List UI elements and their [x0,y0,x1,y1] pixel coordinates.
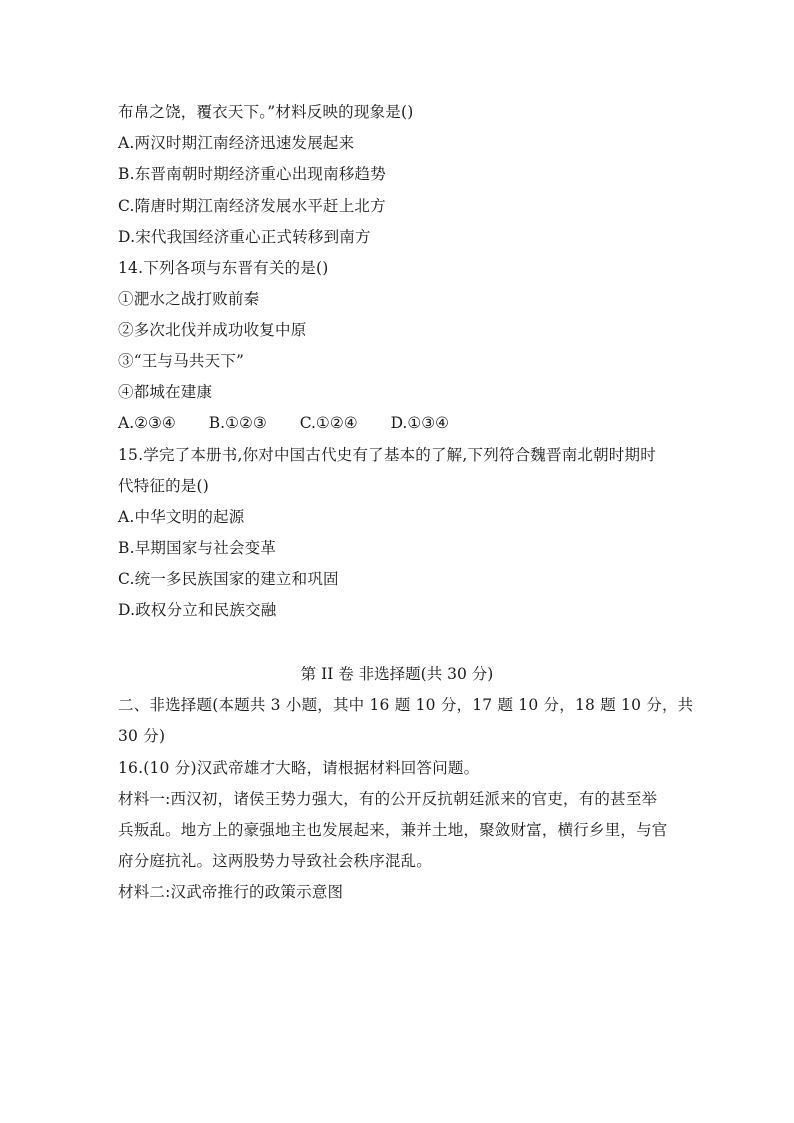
q14-option-c: C.①②④ [299,414,358,432]
part2-instructions-line-1: 二、非选择题(本题共 3 小题，其中 16 题 10 分，17 题 10 分，18 题 10 分，共 [118,696,694,714]
q13-option-b: B.东晋南朝时期经济重心出现南移趋势 [118,165,386,183]
material-1-line-3: 府分庭抗礼。这两股势力导致社会秩序混乱。 [118,852,433,870]
q15-option-c: C.统一多民族国家的建立和巩固 [118,570,339,588]
q14-stem: 14.下列各项与东晋有关的是() [118,259,329,277]
material-2-caption: 材料二:汉武帝推行的政策示意图 [118,883,344,901]
q14-option-d: D.①③④ [390,414,450,432]
q13-option-a: A.两汉时期江南经济迅速发展起来 [118,134,355,152]
q14-item-2: ②多次北伐并成功收复中原 [118,321,307,339]
section-title: 第 II 卷 非选择题(共 30 分) [300,665,494,683]
q13-option-c: C.隋唐时期江南经济发展水平赶上北方 [118,197,386,215]
material-1-line-2: 兵叛乱。地方上的豪强地主也发展起来，兼并土地，聚敛财富，横行乡里，与官 [118,821,668,839]
part2-instructions-line-2: 30 分) [118,727,166,745]
q14-item-4: ④都城在建康 [118,383,213,401]
q14-options [118,413,477,433]
q13-stem-tail: 布帛之饶，覆衣天下。”材料反映的现象是() [118,103,414,121]
material-1-line-1: 材料一:西汉初，诸侯王势力强大，有的公开反抗朝廷派来的官吏，有的甚至举 [118,790,658,808]
q15-stem-line-1: 15.学完了本册书,你对中国古代史有了基本的了解,下列符合魏晋南北朝时期时 [118,446,656,464]
q14-item-1: ①淝水之战打败前秦 [118,290,260,308]
q14-item-3: ③“王与马共天下” [118,352,245,370]
q15-stem-line-2: 代特征的是() [118,477,209,495]
q16-stem: 16.(10 分)汉武帝雄才大略，请根据材料回答问题。 [118,759,480,777]
q14-option-a: A.②③④ [118,414,176,432]
q15-option-b: B.早期国家与社会变革 [118,539,277,557]
q15-option-d: D.政权分立和民族交融 [118,601,277,619]
q15-option-a: A.中华文明的起源 [118,508,245,526]
q14-option-b: B.①②③ [208,414,267,432]
q13-option-d: D.宋代我国经济重心正式转移到南方 [118,228,371,246]
